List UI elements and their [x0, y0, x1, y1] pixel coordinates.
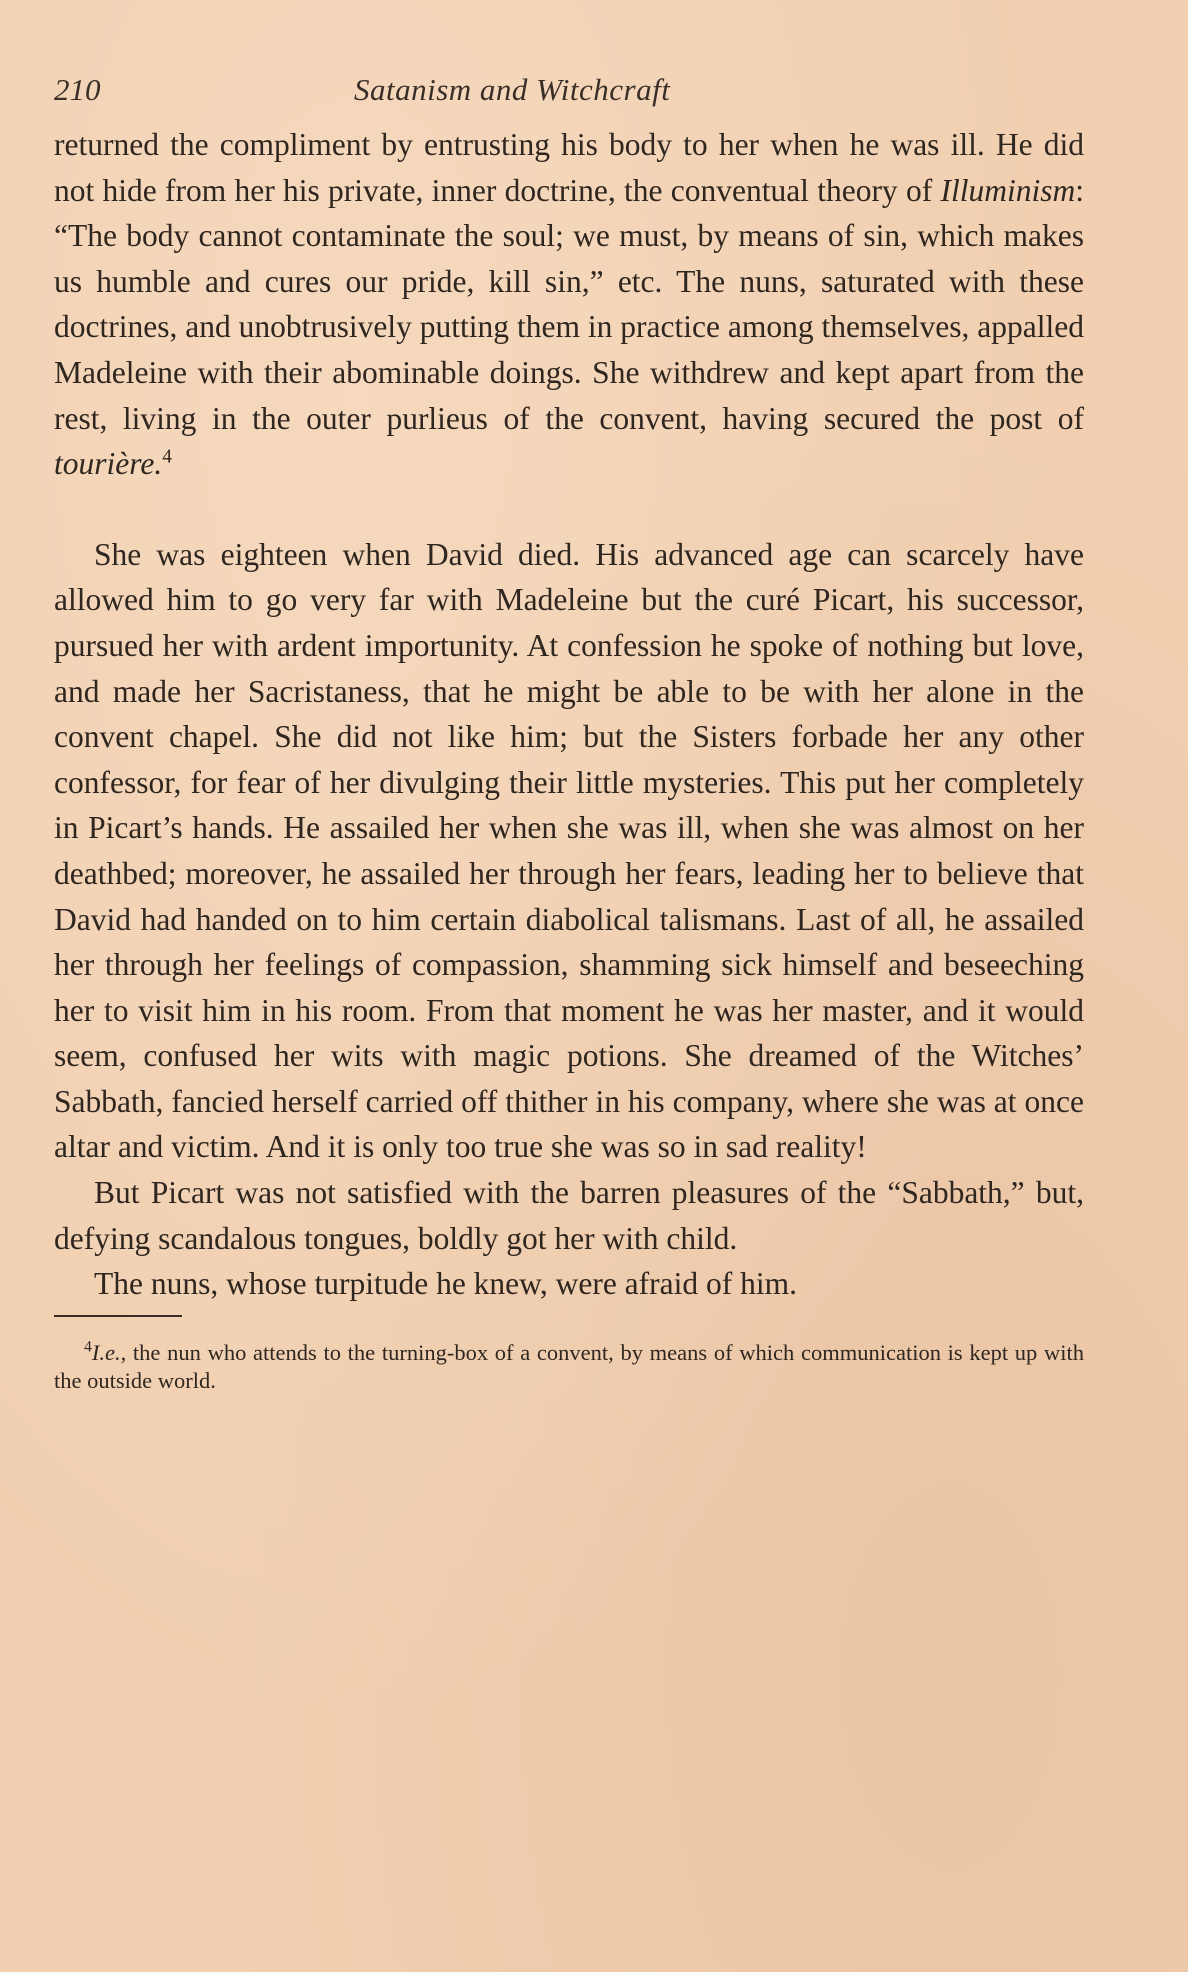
footnote-marker: 4: [84, 1338, 92, 1356]
paragraph-1: [54, 122, 1084, 487]
running-head: [54, 72, 1084, 122]
italic-touriere: tourière.: [54, 446, 163, 482]
paragraph-4: The nuns, whose turpitude he knew, were afraid of him.: [94, 1266, 797, 1302]
footnote: [54, 1339, 1084, 1395]
running-title: Satanism and Witchcraft: [354, 72, 671, 107]
paragraph-1-text-a: returned the compliment by entrusting his body to her when he was ill. He did not hide from her his private, inner doctrine, the conventual theory of: [54, 127, 1084, 208]
footnote-reference[interactable]: 4: [162, 446, 172, 468]
paragraph-3: But Picart was not satisfied with the barren pleasures of the “Sabbath,” but, defying scandalous tongues, boldly got her with child.: [54, 1175, 1084, 1256]
paragraph-1-text-b: : “The body cannot contaminate the soul; we must, by means of sin, which makes us humble and cures our pride, kill sin,” etc. The nuns, saturated with these doctrines, and unobtrusively putting them in practice among themselves, appalled Madeleine with their abominable doings. She withdrew and kept apart from the rest, living in the outer purlieus of the convent, having secured the post of: [54, 172, 1084, 436]
footnote-text: , the nun who attends to the turning-box of a convent, by means of which communication is kept up with the outside world.: [54, 1340, 1084, 1394]
paragraph-2: She was eighteen when David died. His advanced age can scarcely have allowed him to go very far with Madeleine but the curé Picart, his successor, pursued her with ardent importunity. At confession he spoke of nothing but love, and made her Sacristaness, that he might be able to be with her alone in the convent chapel. She did not like him; but the Sisters forbade her any other confessor, for fear of her divulging their little mysteries. This put her completely in Picart’s hands. He assailed her when she was ill, when she was almost on her deathbed; moreover, he assailed her through her fears, leading her to believe that David had handed on to him certain diabolical talismans. Last of all, he assailed her through her feelings of compassion, shamming sick himself and beseeching her to visit him in his room. From that moment he was her master, and it would seem, confused her wits with magic potions. She dreamed of the Witches’ Sabbath, fancied herself carried off thither in his company, where she was at once altar and victim. And it is only too true she was so in sad reality!: [54, 536, 1084, 1165]
footnote-italic: I.e.: [91, 1340, 121, 1366]
book-page: [54, 72, 1084, 1418]
page-number: 210: [54, 72, 101, 107]
footnote-divider: [54, 1315, 182, 1317]
body-text: [54, 122, 1084, 1307]
italic-illuminism: Illuminism: [940, 172, 1076, 208]
